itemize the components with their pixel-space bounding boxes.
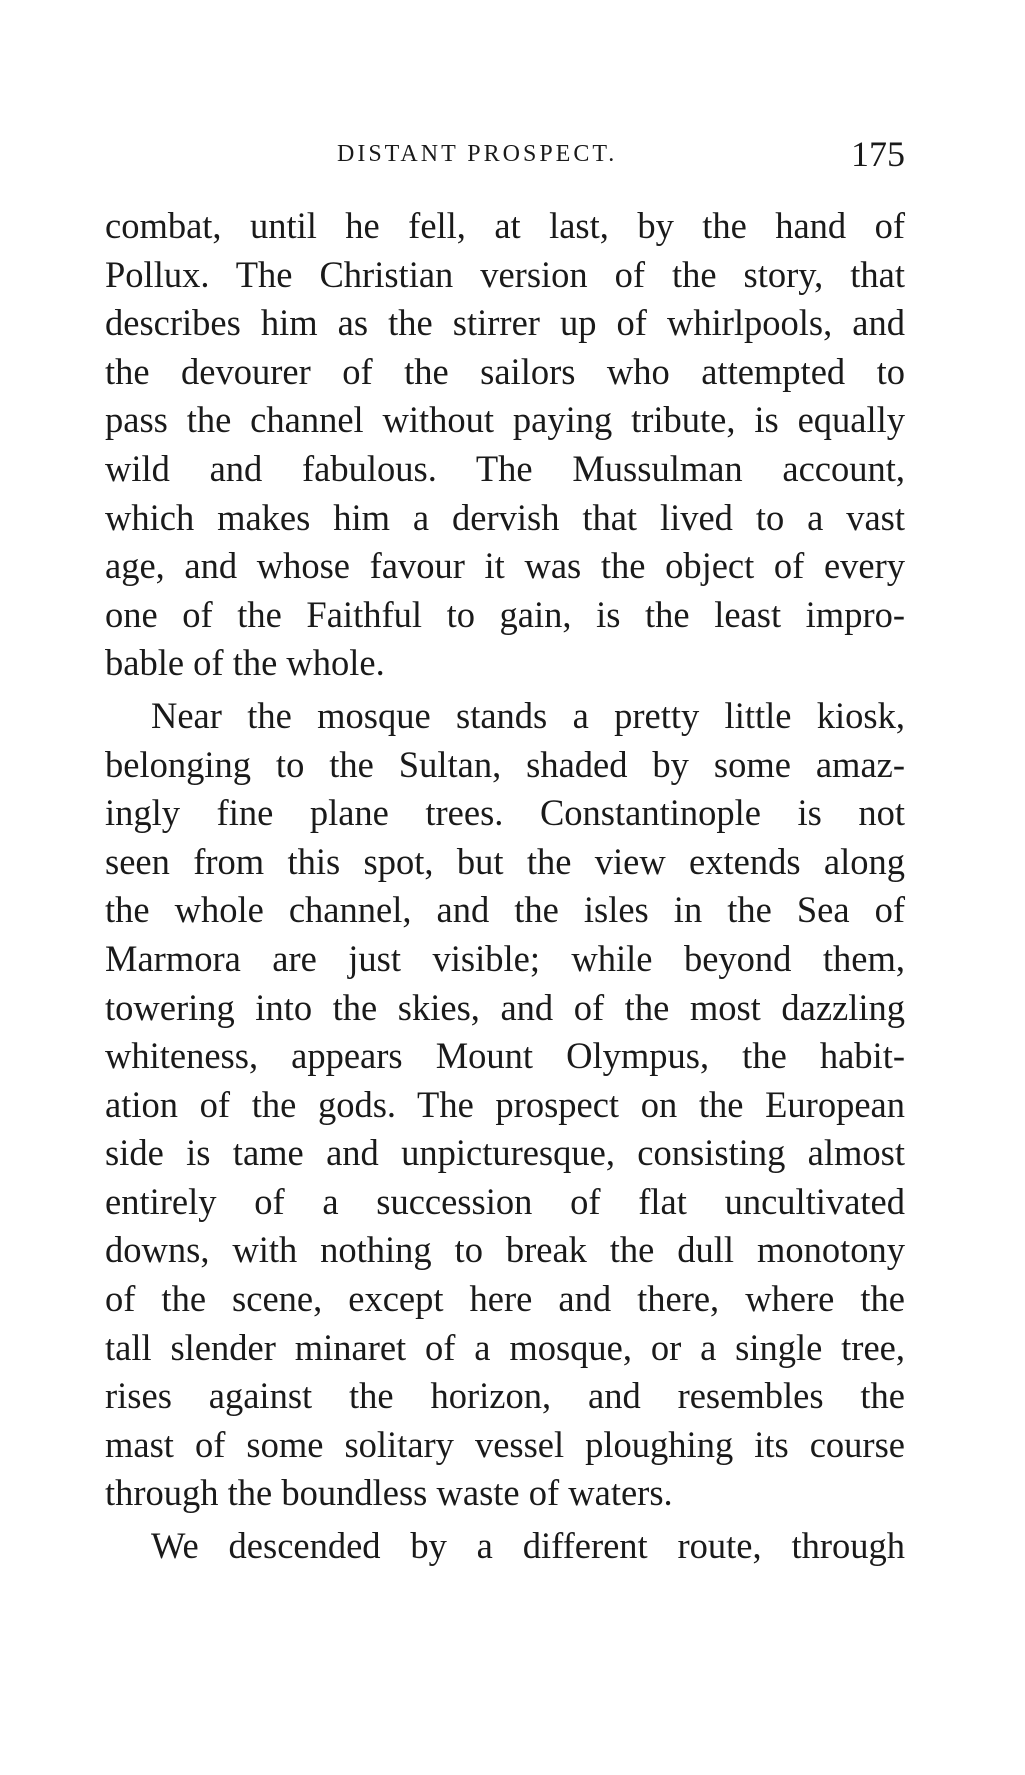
text-line: wild and fabulous. The Mussulman account, [105, 447, 905, 489]
text-line: entirely of a succession of flat uncultivated [105, 1180, 905, 1222]
text-line: pass the channel without paying tribute, is equally [105, 399, 905, 441]
text-line: mast of some solitary vessel ploughing its course [105, 1423, 905, 1465]
text-line: which makes him a dervish that lived to a vast [105, 496, 905, 538]
text-line: combat, until he fell, at last, by the hand of [105, 205, 905, 246]
text-line: Pollux. The Christian version of the story, that [105, 253, 905, 295]
text-line: side is tame and unpicturesque, consisting almost [105, 1132, 905, 1174]
text-line: tall slender minaret of a mosque, or a single tree, [105, 1326, 905, 1368]
text-line: the whole channel, and the isles in the Sea of [105, 889, 905, 931]
text-line: through the boundless waste of waters. [105, 1472, 673, 1514]
text-line: describes him as the stirrer up of whirlpools, and [105, 302, 905, 344]
paragraph-kiosk [105, 692, 905, 1518]
text-line: belonging to the Sultan, shaded by some amaz- [105, 743, 905, 785]
body-text [105, 202, 905, 1575]
text-line: of the scene, except here and there, where the [105, 1278, 905, 1320]
text-line: the devourer of the sailors who attempted to [105, 350, 905, 392]
text-line: Marmora are just visible; while beyond them, [105, 937, 905, 979]
text-line: whiteness, appears Mount Olympus, the habit- [105, 1035, 905, 1077]
paragraph-continuation [105, 202, 905, 688]
text-line: bable of the whole. [105, 642, 385, 684]
text-line: Near the mosque stands a pretty little kiosk, [151, 694, 905, 736]
text-line: ation of the gods. The prospect on the European [105, 1083, 905, 1125]
running-title: DISTANT PROSPECT. [337, 141, 618, 167]
text-line: ingly fine plane trees. Constantinople is not [105, 792, 905, 834]
text-line: towering into the skies, and of the most dazzling [105, 986, 905, 1028]
text-line: We descended by a different route, through [151, 1525, 905, 1567]
text-line: seen from this spot, but the view extends along [105, 840, 905, 882]
text-line: age, and whose favour it was the object of every [105, 545, 905, 587]
text-line: rises against the horizon, and resembles the [105, 1375, 905, 1417]
paragraph-descent [105, 1522, 905, 1571]
text-line: downs, with nothing to break the dull monotony [105, 1229, 905, 1271]
text-line: one of the Faithful to gain, is the least impro- [105, 593, 905, 635]
running-head [105, 133, 905, 177]
page-number: 175 [851, 134, 905, 174]
